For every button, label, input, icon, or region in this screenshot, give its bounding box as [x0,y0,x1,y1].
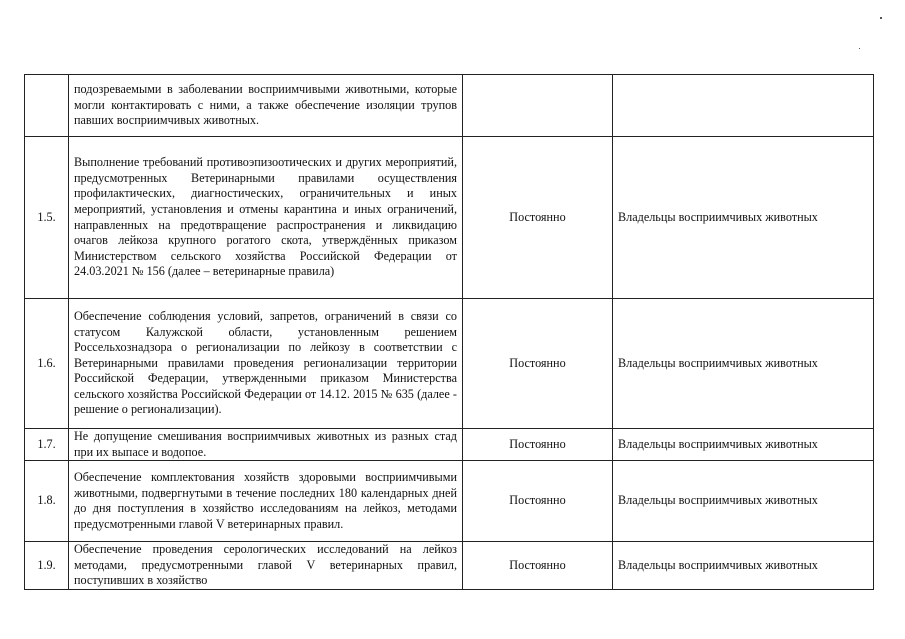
scan-speck [859,48,860,49]
table-row [25,137,874,299]
measure-responsible: Владельцы восприимчивых животных [613,137,874,299]
row-number: 1.6. [25,299,69,429]
measure-responsible: Владельцы восприимчивых животных [613,461,874,542]
measure-term: Постоянно [463,137,613,299]
measure-description-text: Выполнение требований противоэпизоотических и других мероприятий, предусмотренных Ветеринарными правилами осуществления профилактических, диагностических, ограничительных и иных мероприятий, установления и отмены карантина и иных ограничений, направленных на предотвращение распространения и ликвидацию очагов лейкоза крупного рогатого скота, утверждённых приказом Министерством сельского хозяйства Российской Федерации от 24.03.2021 № 156 (далее – ветеринарные правила) [74,155,457,279]
measure-responsible: Владельцы восприимчивых животных [613,299,874,429]
table-row [25,429,874,461]
measure-term: Постоянно [463,429,613,461]
measure-term [463,75,613,137]
measure-description [69,137,463,299]
measure-description-text: подозреваемыми в заболевании восприимчивыми животными, которые могли контактировать с ними, а также обеспечение изоляции трупов павших восприимчивых животных. [74,82,457,128]
measure-description [69,75,463,137]
measure-responsible: Владельцы восприимчивых животных [613,429,874,461]
measure-description-text: Обеспечение комплектования хозяйств здоровыми восприимчивыми животными, подвергнутыми в течение последних 180 календарных дней до дня поступления в хозяйство исследованиям на лейкоз, методами предусмотренными главой V ветеринарных правил. [74,470,457,531]
measure-description [69,429,463,461]
measure-term: Постоянно [463,461,613,542]
measures-table [24,74,874,590]
measure-term: Постоянно [463,299,613,429]
row-number [25,75,69,137]
measure-description-text: Обеспечение проведения серологических исследований на лейкоз методами, предусмотренными главой V ветеринарных правил, поступивших в хозяйство [74,542,457,588]
measure-term: Постоянно [463,542,613,590]
scan-speck [880,17,882,19]
measure-description [69,542,463,590]
measure-description [69,299,463,429]
row-number: 1.9. [25,542,69,590]
row-number: 1.7. [25,429,69,461]
table-row [25,461,874,542]
measure-description-text: Обеспечение соблюдения условий, запретов, ограничений в связи со статусом Калужской области, установленным решением Россельхознадзора о регионализации по лейкозу в соответствии с Ветеринарными правилами проведения регионализации территории Российской Федерации, утвержденными приказом Министерства сельского хозяйства Российской Федерации от 14.12. 2015 № 635 (далее - решение о регионализации). [74,308,457,417]
row-number: 1.8. [25,461,69,542]
measure-responsible: Владельцы восприимчивых животных [613,542,874,590]
row-number: 1.5. [25,137,69,299]
table-row [25,299,874,429]
measure-description-text: Не допущение смешивания восприимчивых животных из разных стад при их выпасе и водопое. [74,429,457,459]
measure-responsible [613,75,874,137]
table-row [25,542,874,590]
measure-description [69,461,463,542]
table-row [25,75,874,137]
